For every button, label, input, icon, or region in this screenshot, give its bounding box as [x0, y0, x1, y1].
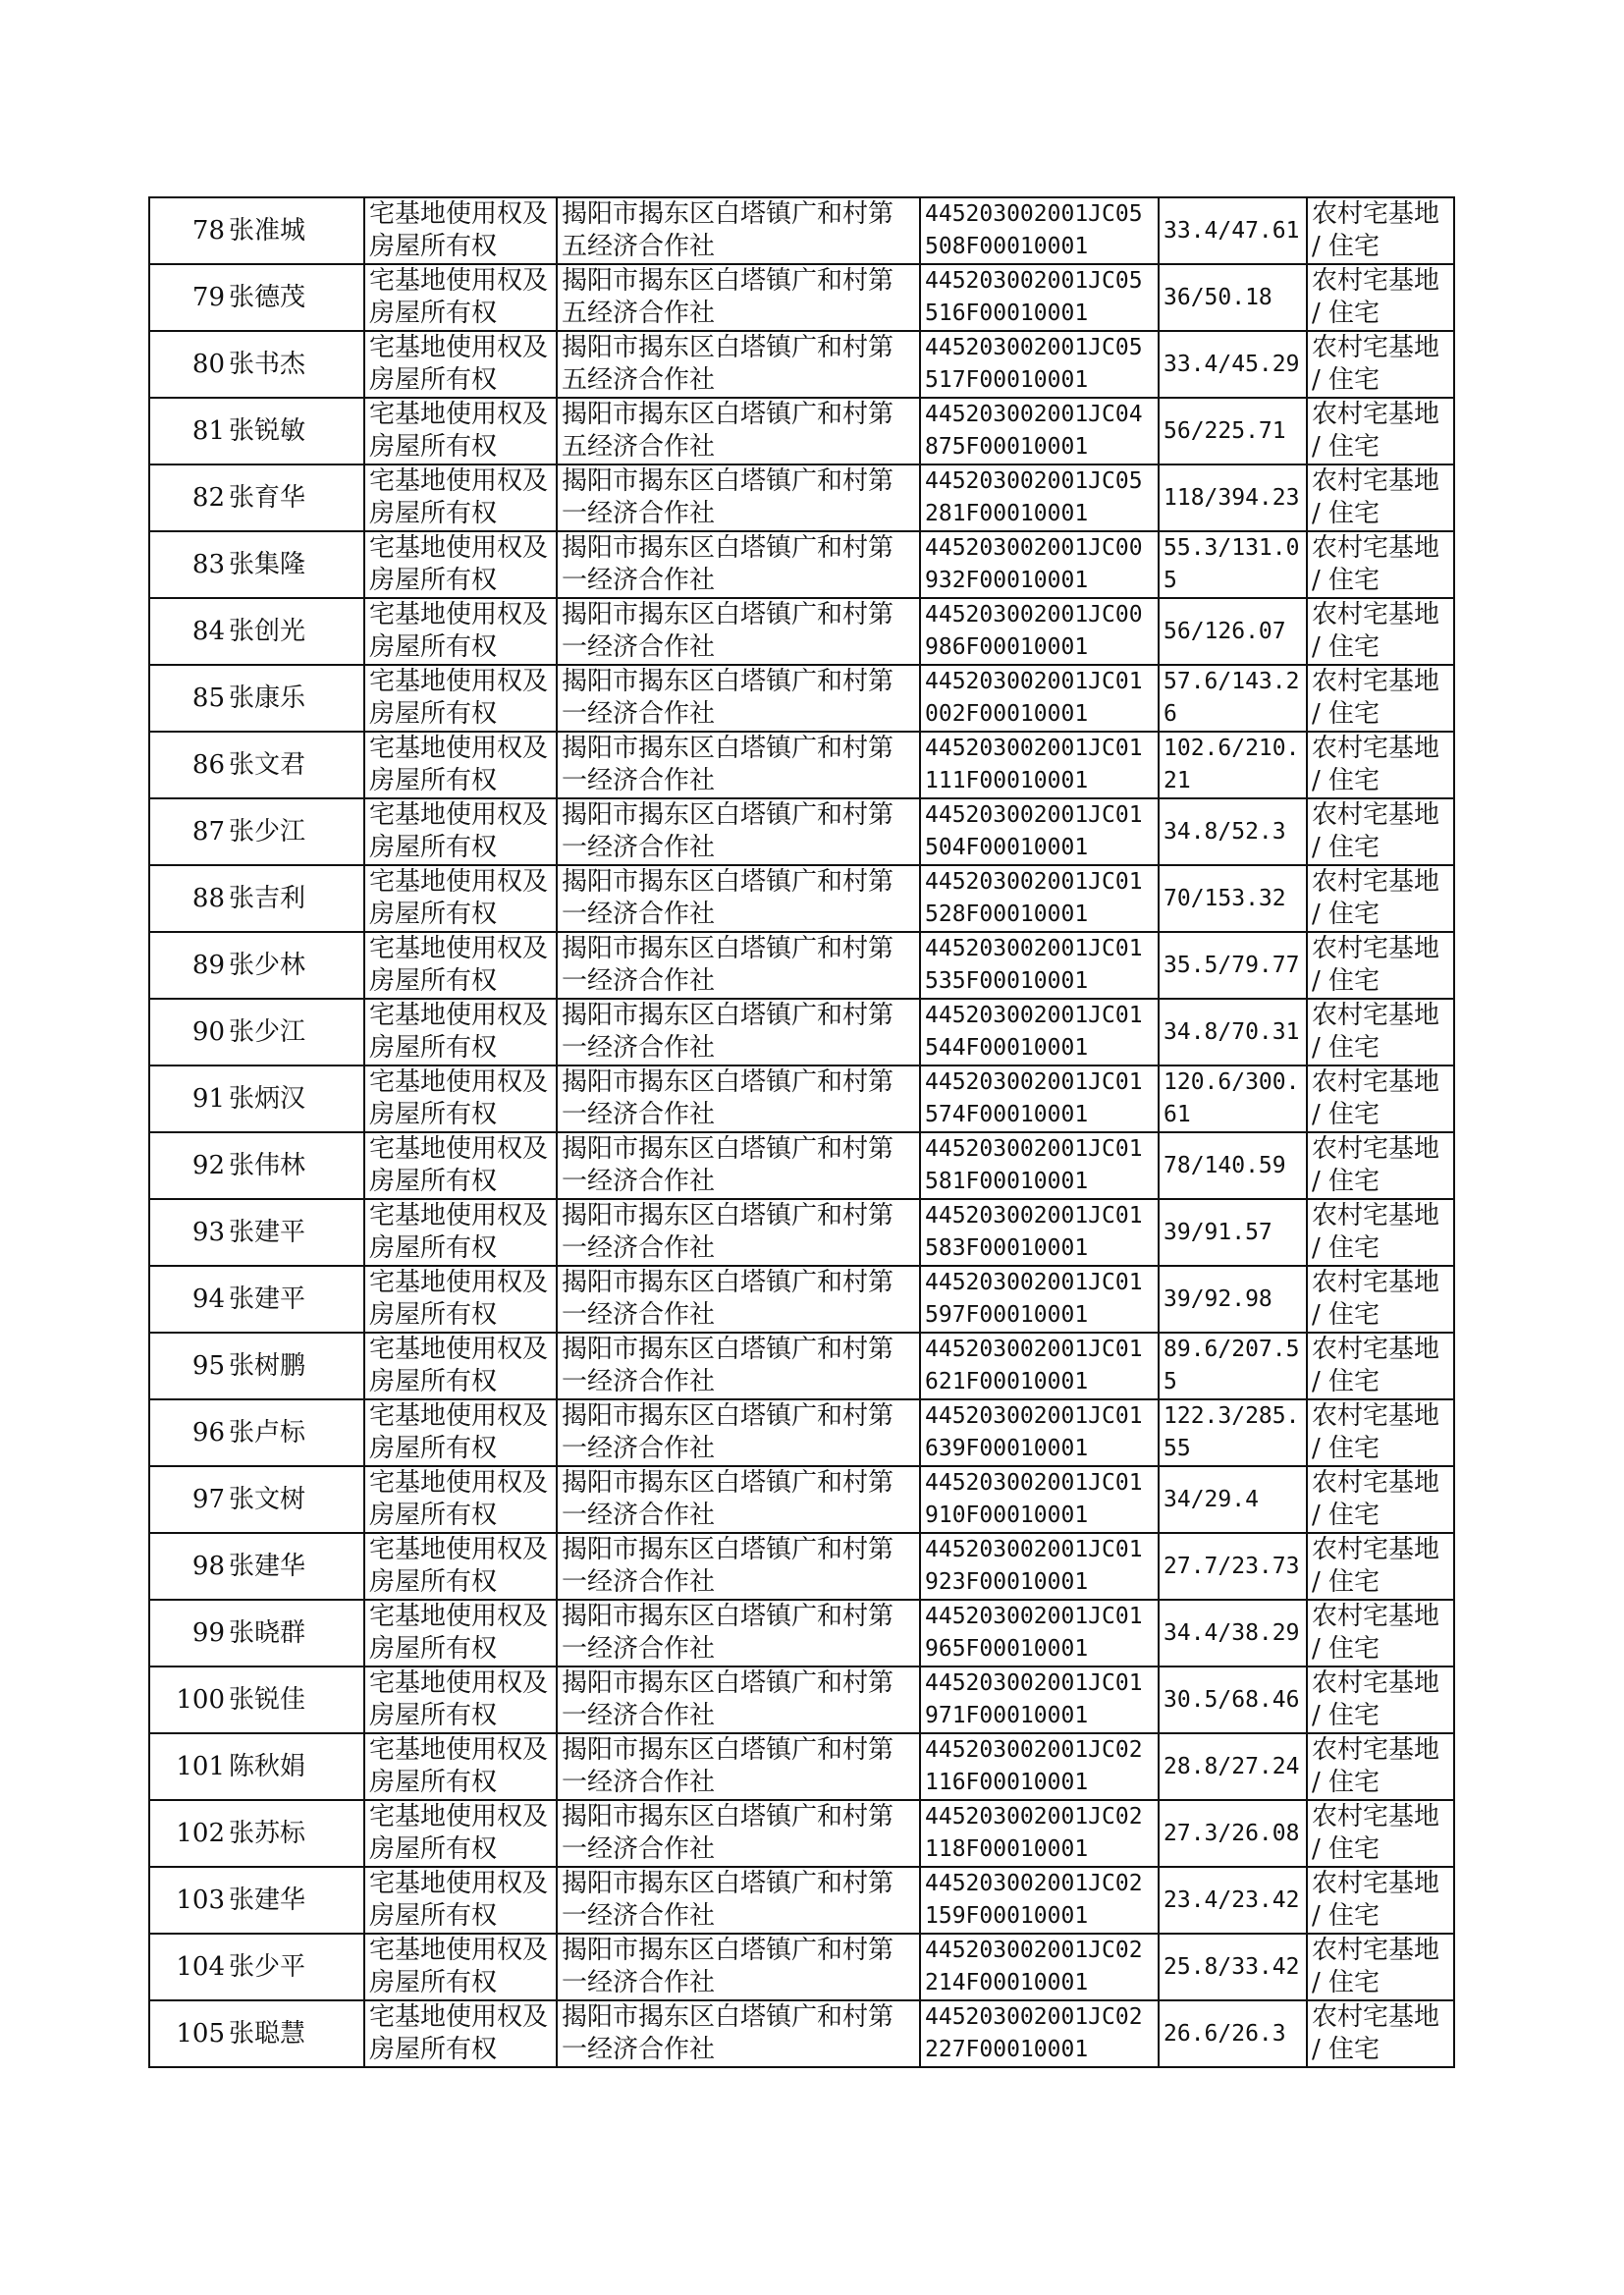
unit-code: 445203002001JC01002F00010001 [920, 665, 1159, 732]
owner-name: 张集隆 [227, 531, 364, 598]
collective-owner: 揭阳市揭东区白塔镇广和村第一经济合作社 [557, 932, 920, 999]
owner-name: 张聪慧 [227, 2000, 364, 2067]
table-row [149, 264, 1454, 331]
table-row [149, 1733, 1454, 1800]
collective-owner: 揭阳市揭东区白塔镇广和村第一经济合作社 [557, 464, 920, 531]
area-value: 26.6/26.3 [1159, 2000, 1307, 2067]
collective-owner: 揭阳市揭东区白塔镇广和村第一经济合作社 [557, 1132, 920, 1199]
land-use: 农村宅基地 / 住宅 [1307, 1867, 1454, 1934]
land-use: 农村宅基地 / 住宅 [1307, 398, 1454, 464]
row-number: 81 [149, 398, 227, 464]
table-row [149, 1266, 1454, 1333]
row-number: 94 [149, 1266, 227, 1333]
unit-code: 445203002001JC01971F00010001 [920, 1667, 1159, 1733]
land-use: 农村宅基地 / 住宅 [1307, 1733, 1454, 1800]
land-use: 农村宅基地 / 住宅 [1307, 1399, 1454, 1466]
unit-code: 445203002001JC02159F00010001 [920, 1867, 1159, 1934]
area-value: 39/91.57 [1159, 1199, 1307, 1266]
row-number: 100 [149, 1667, 227, 1733]
table-row [149, 331, 1454, 398]
collective-owner: 揭阳市揭东区白塔镇广和村第一经济合作社 [557, 1466, 920, 1533]
land-use: 农村宅基地 / 住宅 [1307, 2000, 1454, 2067]
unit-code: 445203002001JC05517F00010001 [920, 331, 1159, 398]
area-value: 55.3/131.05 [1159, 531, 1307, 598]
row-number: 85 [149, 665, 227, 732]
unit-code: 445203002001JC05516F00010001 [920, 264, 1159, 331]
right-type: 宅基地使用权及房屋所有权 [364, 865, 557, 932]
unit-code: 445203002001JC01544F00010001 [920, 999, 1159, 1066]
row-number: 91 [149, 1066, 227, 1132]
collective-owner: 揭阳市揭东区白塔镇广和村第一经济合作社 [557, 732, 920, 798]
collective-owner: 揭阳市揭东区白塔镇广和村第五经济合作社 [557, 264, 920, 331]
land-use: 农村宅基地 / 住宅 [1307, 999, 1454, 1066]
land-use: 农村宅基地 / 住宅 [1307, 865, 1454, 932]
collective-owner: 揭阳市揭东区白塔镇广和村第五经济合作社 [557, 331, 920, 398]
unit-code: 445203002001JC01639F00010001 [920, 1399, 1159, 1466]
owner-name: 张锐敏 [227, 398, 364, 464]
unit-code: 445203002001JC02227F00010001 [920, 2000, 1159, 2067]
row-number: 83 [149, 531, 227, 598]
land-use: 农村宅基地 / 住宅 [1307, 598, 1454, 665]
owner-name: 陈秋娟 [227, 1733, 364, 1800]
collective-owner: 揭阳市揭东区白塔镇广和村第一经济合作社 [557, 999, 920, 1066]
collective-owner: 揭阳市揭东区白塔镇广和村第五经济合作社 [557, 398, 920, 464]
owner-name: 张炳汉 [227, 1066, 364, 1132]
right-type: 宅基地使用权及房屋所有权 [364, 1466, 557, 1533]
unit-code: 445203002001JC01583F00010001 [920, 1199, 1159, 1266]
row-number: 88 [149, 865, 227, 932]
unit-code: 445203002001JC02118F00010001 [920, 1800, 1159, 1867]
area-value: 33.4/47.61 [1159, 197, 1307, 264]
owner-name: 张建平 [227, 1266, 364, 1333]
collective-owner: 揭阳市揭东区白塔镇广和村第一经济合作社 [557, 798, 920, 865]
owner-name: 张建平 [227, 1199, 364, 1266]
table-row [149, 1600, 1454, 1667]
right-type: 宅基地使用权及房屋所有权 [364, 2000, 557, 2067]
area-value: 39/92.98 [1159, 1266, 1307, 1333]
collective-owner: 揭阳市揭东区白塔镇广和村第一经济合作社 [557, 865, 920, 932]
unit-code: 445203002001JC01965F00010001 [920, 1600, 1159, 1667]
row-number: 102 [149, 1800, 227, 1867]
right-type: 宅基地使用权及房屋所有权 [364, 932, 557, 999]
registry-table-body [149, 197, 1454, 2067]
unit-code: 445203002001JC00986F00010001 [920, 598, 1159, 665]
unit-code: 445203002001JC01111F00010001 [920, 732, 1159, 798]
land-use: 农村宅基地 / 住宅 [1307, 1667, 1454, 1733]
area-value: 34/29.4 [1159, 1466, 1307, 1533]
row-number: 104 [149, 1934, 227, 2000]
collective-owner: 揭阳市揭东区白塔镇广和村第一经济合作社 [557, 2000, 920, 2067]
right-type: 宅基地使用权及房屋所有权 [364, 1934, 557, 2000]
owner-name: 张吉利 [227, 865, 364, 932]
owner-name: 张锐佳 [227, 1667, 364, 1733]
collective-owner: 揭阳市揭东区白塔镇广和村第一经济合作社 [557, 1800, 920, 1867]
table-row [149, 598, 1454, 665]
area-value: 89.6/207.55 [1159, 1333, 1307, 1399]
row-number: 101 [149, 1733, 227, 1800]
right-type: 宅基地使用权及房屋所有权 [364, 398, 557, 464]
row-number: 98 [149, 1533, 227, 1600]
table-row [149, 197, 1454, 264]
table-row [149, 1667, 1454, 1733]
owner-name: 张德茂 [227, 264, 364, 331]
land-use: 农村宅基地 / 住宅 [1307, 732, 1454, 798]
table-row [149, 1333, 1454, 1399]
unit-code: 445203002001JC01574F00010001 [920, 1066, 1159, 1132]
table-row [149, 999, 1454, 1066]
owner-name: 张文树 [227, 1466, 364, 1533]
collective-owner: 揭阳市揭东区白塔镇广和村第一经济合作社 [557, 1199, 920, 1266]
area-value: 28.8/27.24 [1159, 1733, 1307, 1800]
row-number: 99 [149, 1600, 227, 1667]
collective-owner: 揭阳市揭东区白塔镇广和村第一经济合作社 [557, 1266, 920, 1333]
right-type: 宅基地使用权及房屋所有权 [364, 999, 557, 1066]
area-value: 34.8/70.31 [1159, 999, 1307, 1066]
area-value: 34.4/38.29 [1159, 1600, 1307, 1667]
area-value: 78/140.59 [1159, 1132, 1307, 1199]
right-type: 宅基地使用权及房屋所有权 [364, 531, 557, 598]
table-row [149, 665, 1454, 732]
area-value: 120.6/300.61 [1159, 1066, 1307, 1132]
unit-code: 445203002001JC01597F00010001 [920, 1266, 1159, 1333]
land-use: 农村宅基地 / 住宅 [1307, 1132, 1454, 1199]
row-number: 93 [149, 1199, 227, 1266]
owner-name: 张文君 [227, 732, 364, 798]
right-type: 宅基地使用权及房屋所有权 [364, 598, 557, 665]
unit-code: 445203002001JC00932F00010001 [920, 531, 1159, 598]
unit-code: 445203002001JC01535F00010001 [920, 932, 1159, 999]
row-number: 79 [149, 264, 227, 331]
land-use: 农村宅基地 / 住宅 [1307, 264, 1454, 331]
right-type: 宅基地使用权及房屋所有权 [364, 1533, 557, 1600]
land-use: 农村宅基地 / 住宅 [1307, 1600, 1454, 1667]
table-row [149, 865, 1454, 932]
table-row [149, 1132, 1454, 1199]
collective-owner: 揭阳市揭东区白塔镇广和村第一经济合作社 [557, 1333, 920, 1399]
collective-owner: 揭阳市揭东区白塔镇广和村第一经济合作社 [557, 1066, 920, 1132]
area-value: 27.3/26.08 [1159, 1800, 1307, 1867]
table-row [149, 1800, 1454, 1867]
collective-owner: 揭阳市揭东区白塔镇广和村第一经济合作社 [557, 531, 920, 598]
owner-name: 张准城 [227, 197, 364, 264]
table-row [149, 798, 1454, 865]
table-row [149, 2000, 1454, 2067]
right-type: 宅基地使用权及房屋所有权 [364, 1867, 557, 1934]
row-number: 105 [149, 2000, 227, 2067]
area-value: 56/126.07 [1159, 598, 1307, 665]
right-type: 宅基地使用权及房屋所有权 [364, 1600, 557, 1667]
table-row [149, 464, 1454, 531]
owner-name: 张少林 [227, 932, 364, 999]
table-row [149, 1399, 1454, 1466]
land-use: 农村宅基地 / 住宅 [1307, 1266, 1454, 1333]
unit-code: 445203002001JC05281F00010001 [920, 464, 1159, 531]
unit-code: 445203002001JC01504F00010001 [920, 798, 1159, 865]
area-value: 102.6/210.21 [1159, 732, 1307, 798]
table-row [149, 732, 1454, 798]
right-type: 宅基地使用权及房屋所有权 [364, 1399, 557, 1466]
table-row [149, 1867, 1454, 1934]
unit-code: 445203002001JC04875F00010001 [920, 398, 1159, 464]
owner-name: 张晓群 [227, 1600, 364, 1667]
unit-code: 445203002001JC01923F00010001 [920, 1533, 1159, 1600]
land-use: 农村宅基地 / 住宅 [1307, 932, 1454, 999]
area-value: 57.6/143.26 [1159, 665, 1307, 732]
unit-code: 445203002001JC05508F00010001 [920, 197, 1159, 264]
right-type: 宅基地使用权及房屋所有权 [364, 732, 557, 798]
table-row [149, 1066, 1454, 1132]
row-number: 84 [149, 598, 227, 665]
land-use: 农村宅基地 / 住宅 [1307, 1800, 1454, 1867]
right-type: 宅基地使用权及房屋所有权 [364, 331, 557, 398]
area-value: 70/153.32 [1159, 865, 1307, 932]
unit-code: 445203002001JC01581F00010001 [920, 1132, 1159, 1199]
right-type: 宅基地使用权及房屋所有权 [364, 1667, 557, 1733]
table-row [149, 398, 1454, 464]
registry-table [148, 196, 1455, 2068]
area-value: 122.3/285.55 [1159, 1399, 1307, 1466]
table-row [149, 1466, 1454, 1533]
area-value: 27.7/23.73 [1159, 1533, 1307, 1600]
unit-code: 445203002001JC02214F00010001 [920, 1934, 1159, 2000]
right-type: 宅基地使用权及房屋所有权 [364, 197, 557, 264]
owner-name: 张建华 [227, 1533, 364, 1600]
row-number: 95 [149, 1333, 227, 1399]
row-number: 87 [149, 798, 227, 865]
land-use: 农村宅基地 / 住宅 [1307, 197, 1454, 264]
row-number: 97 [149, 1466, 227, 1533]
collective-owner: 揭阳市揭东区白塔镇广和村第一经济合作社 [557, 1600, 920, 1667]
right-type: 宅基地使用权及房屋所有权 [364, 1132, 557, 1199]
area-value: 25.8/33.42 [1159, 1934, 1307, 2000]
right-type: 宅基地使用权及房屋所有权 [364, 1066, 557, 1132]
right-type: 宅基地使用权及房屋所有权 [364, 1199, 557, 1266]
row-number: 103 [149, 1867, 227, 1934]
collective-owner: 揭阳市揭东区白塔镇广和村第一经济合作社 [557, 1399, 920, 1466]
row-number: 80 [149, 331, 227, 398]
unit-code: 445203002001JC01528F00010001 [920, 865, 1159, 932]
row-number: 82 [149, 464, 227, 531]
collective-owner: 揭阳市揭东区白塔镇广和村第一经济合作社 [557, 598, 920, 665]
land-use: 农村宅基地 / 住宅 [1307, 531, 1454, 598]
row-number: 78 [149, 197, 227, 264]
owner-name: 张康乐 [227, 665, 364, 732]
land-use: 农村宅基地 / 住宅 [1307, 331, 1454, 398]
owner-name: 张树鹏 [227, 1333, 364, 1399]
row-number: 90 [149, 999, 227, 1066]
table-row [149, 1533, 1454, 1600]
owner-name: 张建华 [227, 1867, 364, 1934]
owner-name: 张育华 [227, 464, 364, 531]
owner-name: 张伟林 [227, 1132, 364, 1199]
land-use: 农村宅基地 / 住宅 [1307, 1533, 1454, 1600]
right-type: 宅基地使用权及房屋所有权 [364, 1333, 557, 1399]
table-row [149, 932, 1454, 999]
unit-code: 445203002001JC01621F00010001 [920, 1333, 1159, 1399]
owner-name: 张创光 [227, 598, 364, 665]
right-type: 宅基地使用权及房屋所有权 [364, 798, 557, 865]
unit-code: 445203002001JC01910F00010001 [920, 1466, 1159, 1533]
row-number: 96 [149, 1399, 227, 1466]
area-value: 36/50.18 [1159, 264, 1307, 331]
area-value: 35.5/79.77 [1159, 932, 1307, 999]
owner-name: 张少江 [227, 999, 364, 1066]
right-type: 宅基地使用权及房屋所有权 [364, 665, 557, 732]
right-type: 宅基地使用权及房屋所有权 [364, 264, 557, 331]
collective-owner: 揭阳市揭东区白塔镇广和村第一经济合作社 [557, 1667, 920, 1733]
area-value: 30.5/68.46 [1159, 1667, 1307, 1733]
land-use: 农村宅基地 / 住宅 [1307, 1934, 1454, 2000]
collective-owner: 揭阳市揭东区白塔镇广和村第五经济合作社 [557, 197, 920, 264]
owner-name: 张少平 [227, 1934, 364, 2000]
right-type: 宅基地使用权及房屋所有权 [364, 464, 557, 531]
table-row [149, 531, 1454, 598]
row-number: 86 [149, 732, 227, 798]
area-value: 34.8/52.3 [1159, 798, 1307, 865]
land-use: 农村宅基地 / 住宅 [1307, 1066, 1454, 1132]
owner-name: 张少江 [227, 798, 364, 865]
right-type: 宅基地使用权及房屋所有权 [364, 1733, 557, 1800]
collective-owner: 揭阳市揭东区白塔镇广和村第一经济合作社 [557, 1733, 920, 1800]
owner-name: 张书杰 [227, 331, 364, 398]
collective-owner: 揭阳市揭东区白塔镇广和村第一经济合作社 [557, 1934, 920, 2000]
land-use: 农村宅基地 / 住宅 [1307, 665, 1454, 732]
land-use: 农村宅基地 / 住宅 [1307, 464, 1454, 531]
table-row [149, 1934, 1454, 2000]
land-use: 农村宅基地 / 住宅 [1307, 798, 1454, 865]
area-value: 56/225.71 [1159, 398, 1307, 464]
collective-owner: 揭阳市揭东区白塔镇广和村第一经济合作社 [557, 665, 920, 732]
table-row [149, 1199, 1454, 1266]
area-value: 118/394.23 [1159, 464, 1307, 531]
area-value: 23.4/23.42 [1159, 1867, 1307, 1934]
owner-name: 张苏标 [227, 1800, 364, 1867]
land-use: 农村宅基地 / 住宅 [1307, 1199, 1454, 1266]
collective-owner: 揭阳市揭东区白塔镇广和村第一经济合作社 [557, 1533, 920, 1600]
collective-owner: 揭阳市揭东区白塔镇广和村第一经济合作社 [557, 1867, 920, 1934]
unit-code: 445203002001JC02116F00010001 [920, 1733, 1159, 1800]
area-value: 33.4/45.29 [1159, 331, 1307, 398]
owner-name: 张卢标 [227, 1399, 364, 1466]
right-type: 宅基地使用权及房屋所有权 [364, 1800, 557, 1867]
right-type: 宅基地使用权及房屋所有权 [364, 1266, 557, 1333]
land-use: 农村宅基地 / 住宅 [1307, 1333, 1454, 1399]
land-use: 农村宅基地 / 住宅 [1307, 1466, 1454, 1533]
row-number: 89 [149, 932, 227, 999]
row-number: 92 [149, 1132, 227, 1199]
